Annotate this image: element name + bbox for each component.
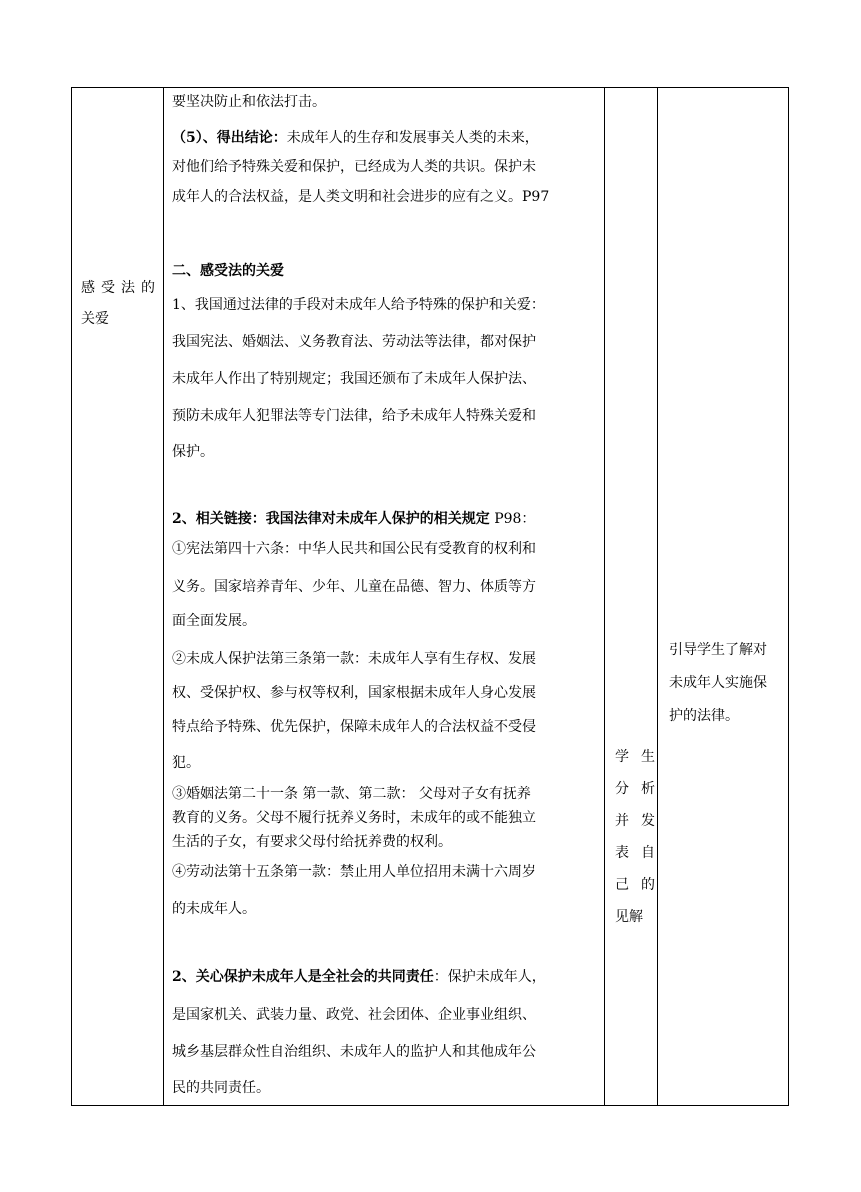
content-line: ①宪法第四十六条：中华人民共和国公民有受教育的权利和: [172, 541, 536, 557]
content-line: 的未成年人。: [172, 901, 256, 917]
content-line: 义务。国家培养青年、少年、儿童在品德、智力、体质等方: [172, 579, 536, 595]
column-divider: [657, 88, 658, 1105]
content-line: 保护。: [172, 444, 214, 460]
content-line: 犯。: [172, 755, 200, 771]
guide-line: 护的法律。: [669, 708, 739, 724]
content-line: 生活的子女，有要求父母付给抚养费的权利。: [172, 834, 452, 850]
related-link-heading: 2、相关链接：我国法律对未成年人保护的相关规定 P98：: [172, 511, 536, 527]
content-line: 权、受保护权、参与权等权利，国家根据未成年人身心发展: [172, 685, 536, 701]
point-3-label: 2、关心保护未成年人是全社会的共同责任: [172, 969, 434, 985]
section-heading: 二、感受法的关爱: [172, 263, 284, 279]
content-line: 成年人的合法权益，是人类文明和社会进步的应有之义。P97: [172, 189, 550, 205]
topic-cell: [81, 273, 161, 335]
column-divider: [163, 88, 164, 1105]
content-line: 特点给予特殊、优先保护，保障未成年人的合法权益不受侵: [172, 719, 536, 735]
content-line: 城乡基层群众性自治组织、未成年人的监护人和其他成年公: [172, 1044, 536, 1060]
column-divider: [604, 88, 605, 1105]
student-activity-cell: 学 生 分 析 并 发 表 自 己 的 见解: [615, 749, 655, 925]
content-line: 面全面发展。: [172, 613, 256, 629]
content-line: 教育的义务。父母不履行抚养义务时，未成年的或不能独立: [172, 810, 536, 826]
content-line: 是国家机关、武装力量、政党、社会团体、企业事业组织、: [172, 1007, 536, 1023]
content-line: ②未成人保护法第三条第一款：未成年人享有生存权、发展: [172, 651, 536, 667]
guide-line: 未成年人实施保: [669, 675, 767, 691]
topic-line: 关爱: [81, 311, 109, 327]
topic-line: 感受法的: [81, 280, 161, 296]
content-line: 民的共同责任。: [172, 1080, 270, 1096]
content-line: ③婚姻法第二十一条 第一款、第二款： 父母对子女有抚养: [172, 786, 531, 802]
content-line: （5）、得出结论：未成年人的生存和发展事关人类的未来，: [172, 130, 539, 146]
content-line: 要坚决防止和依法打击。: [172, 94, 326, 110]
content-line: 未成年人作出了特别规定；我国还颁布了未成年人保护法、: [172, 371, 536, 387]
content-line: 我国宪法、婚姻法、义务教育法、劳动法等法律，都对保护: [172, 334, 536, 350]
lesson-plan-table: [71, 87, 789, 1106]
design-intent-cell: [669, 634, 784, 733]
content-line: 1、我国通过法律的手段对未成年人给予特殊的保护和关爱：: [172, 297, 545, 313]
guide-line: 引导学生了解对: [669, 642, 767, 658]
content-line: 对他们给予特殊关爱和保护，已经成为人类的共识。保护未: [172, 159, 536, 175]
content-line: ④劳动法第十五条第一款：禁止用人单位招用未满十六周岁: [172, 864, 536, 880]
content-line: 2、关心保护未成年人是全社会的共同责任：保护未成年人，: [172, 969, 546, 985]
conclusion-label: （5）、得出结论：: [172, 130, 287, 146]
content-line: 预防未成年人犯罪法等专门法律，给予未成年人特殊关爱和: [172, 408, 536, 424]
